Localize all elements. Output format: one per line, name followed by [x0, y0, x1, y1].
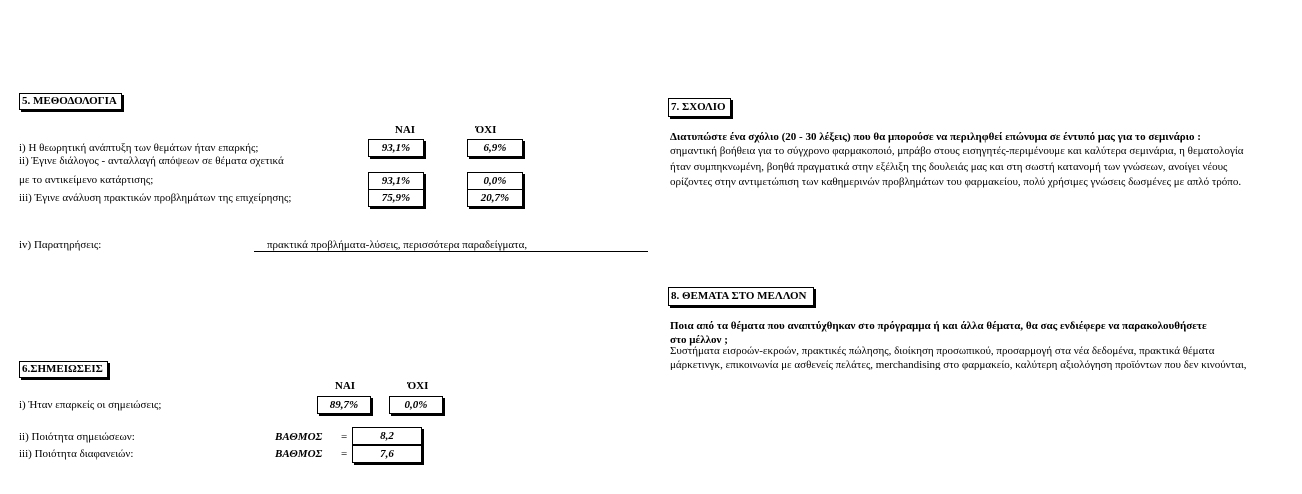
s8-answer-line-2: μάρκετινγκ, επικοινωνία με ασθενείς πελάτες, merchandising στο φαρμακείο, καλύτερη αξιολόγηση προϊόντων που δεν κινούνται, — [670, 359, 1247, 370]
s6-q3-equals: = — [341, 448, 348, 460]
s7-prompt: Διατυπώστε ένα σχόλιο (20 - 30 λέξεις) που θα μπορούσε να περιληφθεί επώνυμα σε έντυπό μας για το σεμινάριο : — [670, 131, 1201, 143]
section-5-title: 5. ΜΕΘΟΔΟΛΟΓΙΑ — [19, 93, 122, 110]
s7-comment-line-1: σημαντική βοήθεια για το σύγχρονο φαρμακοποιό, μπράβο στους εισηγητές-περιμένουμε και καλύτερα σεμινάρια, η θεματολογία — [670, 145, 1244, 157]
s6-no-header: ΌΧΙ — [407, 380, 429, 392]
s5-q3-no-value: 20,7% — [467, 189, 523, 207]
s6-q1-no-value: 0,0% — [389, 396, 443, 414]
s5-q2-no-value: 0,0% — [467, 172, 523, 190]
s5-question-2b: με το αντικείμενο κατάρτισης; — [19, 174, 154, 186]
s5-no-header: ΌΧΙ — [475, 124, 497, 136]
s6-q3-value: 7,6 — [352, 445, 422, 463]
s6-q2-grade-label: ΒΑΘΜΟΣ — [275, 431, 323, 443]
s6-question-1: i) Ήταν επαρκείς οι σημειώσεις; — [19, 399, 162, 411]
s5-question-2a: ii) Έγινε διάλογος - ανταλλαγή απόψεων σε θέματα σχετικά — [19, 155, 284, 167]
s5-notes-label: iv) Παρατηρήσεις: — [19, 239, 102, 251]
s5-q1-no-value: 6,9% — [467, 139, 523, 157]
s8-answer-line-1: Συστήματα εισροών-εκροών, πρακτικές πώλησης, διοίκηση προσωπικού, προσαρμογή στα νέα δεδομένα, πρακτικά θέματα — [670, 345, 1215, 357]
s5-yes-header: ΝΑΙ — [394, 124, 416, 136]
s6-q2-equals: = — [341, 431, 348, 443]
s5-q2-yes-value: 93,1% — [368, 172, 424, 190]
s8-prompt-line-2: στο μέλλον ; — [670, 334, 728, 346]
s7-comment-line-2: ήταν συμπηκνωμένη, βοηθά πραγματικά στην εξέλιξη της δουλειάς μας και στη σωστή κατανομή των γνώσεων, ανοίγει νέους — [670, 161, 1228, 173]
s6-question-2: ii) Ποιότητα σημειώσεων: — [19, 431, 135, 443]
s6-q2-value: 8,2 — [352, 427, 422, 445]
s6-q1-yes-value: 89,7% — [317, 396, 371, 414]
s5-q3-yes-value: 75,9% — [368, 189, 424, 207]
s6-yes-header: ΝΑΙ — [334, 380, 356, 392]
section-6-title: 6.ΣΗΜΕΙΩΣΕΙΣ — [19, 361, 108, 378]
s7-comment-line-3: ορίζοντες στην αντιμετώπιση των καθημερινών προβλημάτων του φαρμακείου, πολύ χρήσιμες γνώσεις δωσμένες με απλό τρόπο. — [670, 176, 1242, 188]
s5-notes-value: πρακτικά προβλήματα-λύσεις, περισσότερα παραδείγματα, — [267, 239, 528, 251]
s5-notes-underline — [254, 240, 648, 252]
s5-question-3: iii) Έγινε ανάλυση πρακτικών προβλημάτων της επιχείρησης; — [19, 192, 292, 204]
s6-q3-grade-label: ΒΑΘΜΟΣ — [275, 448, 323, 460]
s8-prompt-line-1: Ποια από τα θέματα που αναπτύχθηκαν στο πρόγραμμα ή και άλλα θέματα, θα σας ενδιέφερε να παρακολουθήσετε — [670, 320, 1207, 332]
s6-question-3: iii) Ποιότητα διαφανειών: — [19, 448, 134, 460]
s5-q1-yes-value: 93,1% — [368, 139, 424, 157]
section-8-title: 8. ΘΕΜΑΤΑ ΣΤΟ ΜΕΛΛΟΝ — [668, 287, 814, 306]
section-7-title: 7. ΣΧΟΛΙΟ — [668, 98, 731, 117]
s5-question-1: i) Η θεωρητική ανάπτυξη των θεμάτων ήταν επαρκής; — [19, 142, 259, 154]
